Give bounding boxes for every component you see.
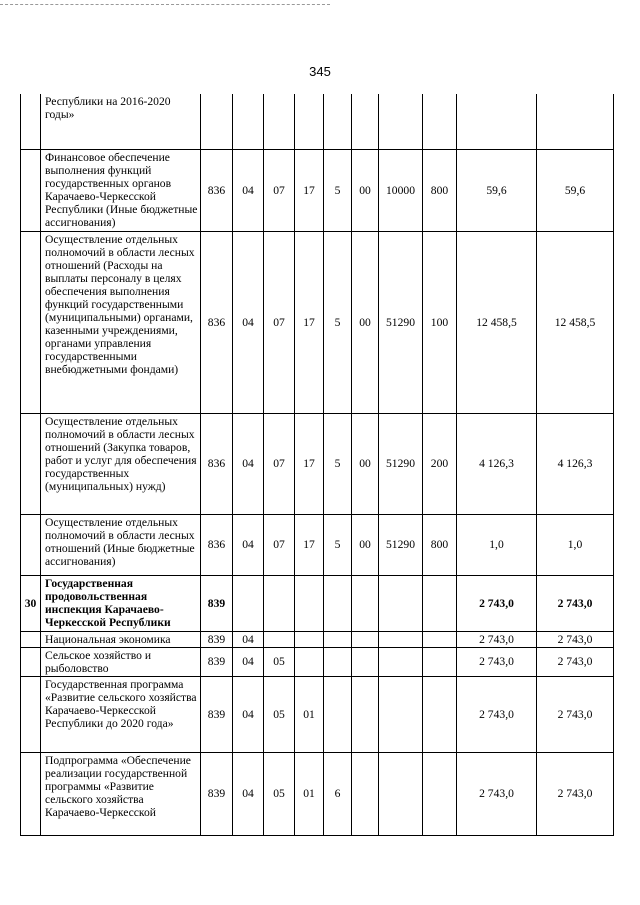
cell-p2 [324,94,352,149]
cell-vr [423,647,457,676]
cell-rz: 04 [233,752,264,835]
cell-no [21,413,41,514]
cell-amount2 [537,94,614,149]
cell-p4: 51290 [379,231,423,413]
cell-ved: 839 [201,575,233,631]
cell-amount1: 12 458,5 [457,231,537,413]
cell-name: Подпрограмма «Обеспечение реализации государственной программы «Развитие сельского хозяйства Карачаево-Черкесской [41,752,201,835]
cell-ved: 836 [201,413,233,514]
cell-name: Осуществление отдельных полномочий в области лесных отношений (Расходы на выплаты персоналу в целях обеспечения выполнения функций государственными (муниципальными) органами, казенными учреждениями, органами управления государственными внебюджетными фондами) [41,231,201,413]
cell-amount1 [457,94,537,149]
cell-p3 [352,676,379,752]
cell-name: Национальная экономика [41,631,201,647]
cell-vr: 200 [423,413,457,514]
cell-p4: 51290 [379,413,423,514]
cell-rz: 04 [233,514,264,575]
cell-amount2: 4 126,3 [537,413,614,514]
cell-vr: 100 [423,231,457,413]
cell-no: 30 [21,575,41,631]
cell-no [21,676,41,752]
cell-vr [423,676,457,752]
table-body [21,94,614,835]
cell-no [21,149,41,231]
cell-pr: 07 [264,413,295,514]
budget-table [20,94,614,836]
cell-rz: 04 [233,413,264,514]
cell-name: Осуществление отдельных полномочий в области лесных отношений (Закупка товаров, работ и услуг для обеспечения государственных (муниципальных) нужд) [41,413,201,514]
cell-p3 [352,575,379,631]
cell-pr: 05 [264,752,295,835]
cell-p3: 00 [352,413,379,514]
cell-p2 [324,631,352,647]
cell-p1: 17 [295,231,324,413]
cell-amount2: 2 743,0 [537,752,614,835]
cell-ved: 839 [201,752,233,835]
cell-rz: 04 [233,631,264,647]
cell-amount1: 4 126,3 [457,413,537,514]
cell-no [21,231,41,413]
cell-ved [201,94,233,149]
table-row [21,149,614,231]
cell-pr: 05 [264,676,295,752]
cell-pr: 07 [264,514,295,575]
cell-p1: 17 [295,514,324,575]
cell-p2: 5 [324,413,352,514]
cell-p4: 10000 [379,149,423,231]
cell-p4 [379,575,423,631]
page-number: 345 [309,64,331,79]
cell-no [21,514,41,575]
cell-p2: 5 [324,149,352,231]
table-row [21,752,614,835]
cell-p4 [379,647,423,676]
cell-p4 [379,752,423,835]
cell-ved: 836 [201,514,233,575]
table-row [21,647,614,676]
cell-pr [264,94,295,149]
cell-amount1: 2 743,0 [457,752,537,835]
cell-p3 [352,647,379,676]
cell-amount2: 2 743,0 [537,676,614,752]
cell-vr: 800 [423,514,457,575]
cell-pr: 07 [264,149,295,231]
cell-amount2: 59,6 [537,149,614,231]
table-row [21,575,614,631]
cell-amount1: 2 743,0 [457,676,537,752]
cell-p1: 01 [295,676,324,752]
cell-p1 [295,575,324,631]
cell-rz: 04 [233,647,264,676]
cell-amount1: 2 743,0 [457,631,537,647]
cell-p3: 00 [352,149,379,231]
cell-rz: 04 [233,231,264,413]
cell-pr [264,631,295,647]
table-row [21,514,614,575]
cell-p1: 17 [295,413,324,514]
cell-p3 [352,631,379,647]
cell-p1 [295,631,324,647]
cell-p4 [379,94,423,149]
cell-ved: 836 [201,231,233,413]
cell-p1 [295,94,324,149]
cell-p3 [352,752,379,835]
cell-p1 [295,647,324,676]
table-row [21,231,614,413]
cell-vr [423,94,457,149]
cell-no [21,631,41,647]
cell-name: Осуществление отдельных полномочий в области лесных отношений (Иные бюджетные ассигнования) [41,514,201,575]
cell-name: Сельское хозяйство и рыболовство [41,647,201,676]
table-row [21,676,614,752]
cell-vr [423,631,457,647]
cell-pr [264,575,295,631]
cell-name: Государственная программа «Развитие сельского хозяйства Карачаево-Черкесской Республики до 2020 года» [41,676,201,752]
cell-p2 [324,647,352,676]
cell-p2: 6 [324,752,352,835]
cell-amount2: 2 743,0 [537,575,614,631]
cell-name: Финансовое обеспечение выполнения функций государственных органов Карачаево-Черкесской Республики (Иные бюджетные ассигнования) [41,149,201,231]
cell-no [21,94,41,149]
cell-vr [423,752,457,835]
cell-amount1: 2 743,0 [457,647,537,676]
cell-p2 [324,676,352,752]
cell-no [21,647,41,676]
cell-p2: 5 [324,514,352,575]
cell-ved: 839 [201,647,233,676]
cell-vr: 800 [423,149,457,231]
table-row [21,631,614,647]
cell-amount2: 1,0 [537,514,614,575]
cell-vr [423,575,457,631]
table-row [21,413,614,514]
cell-ved: 839 [201,631,233,647]
cell-pr: 05 [264,647,295,676]
cell-p4: 51290 [379,514,423,575]
cell-p2 [324,575,352,631]
cell-pr: 07 [264,231,295,413]
cell-p1: 01 [295,752,324,835]
cell-name: Республики на 2016-2020 годы» [41,94,201,149]
cell-rz [233,94,264,149]
cell-name: Государственная продовольственная инспекция Карачаево-Черкесской Республики [41,575,201,631]
cell-rz [233,575,264,631]
cell-amount2: 2 743,0 [537,631,614,647]
cell-p3 [352,94,379,149]
cell-p2: 5 [324,231,352,413]
cell-p4 [379,631,423,647]
cell-no [21,752,41,835]
cell-amount1: 59,6 [457,149,537,231]
cell-rz: 04 [233,149,264,231]
cell-amount2: 2 743,0 [537,647,614,676]
cell-p3: 00 [352,231,379,413]
table-row [21,94,614,149]
cell-amount2: 12 458,5 [537,231,614,413]
cell-amount1: 1,0 [457,514,537,575]
cell-ved: 839 [201,676,233,752]
scan-top-border [0,4,330,5]
cell-amount1: 2 743,0 [457,575,537,631]
cell-rz: 04 [233,676,264,752]
cell-ved: 836 [201,149,233,231]
cell-p4 [379,676,423,752]
cell-p3: 00 [352,514,379,575]
cell-p1: 17 [295,149,324,231]
